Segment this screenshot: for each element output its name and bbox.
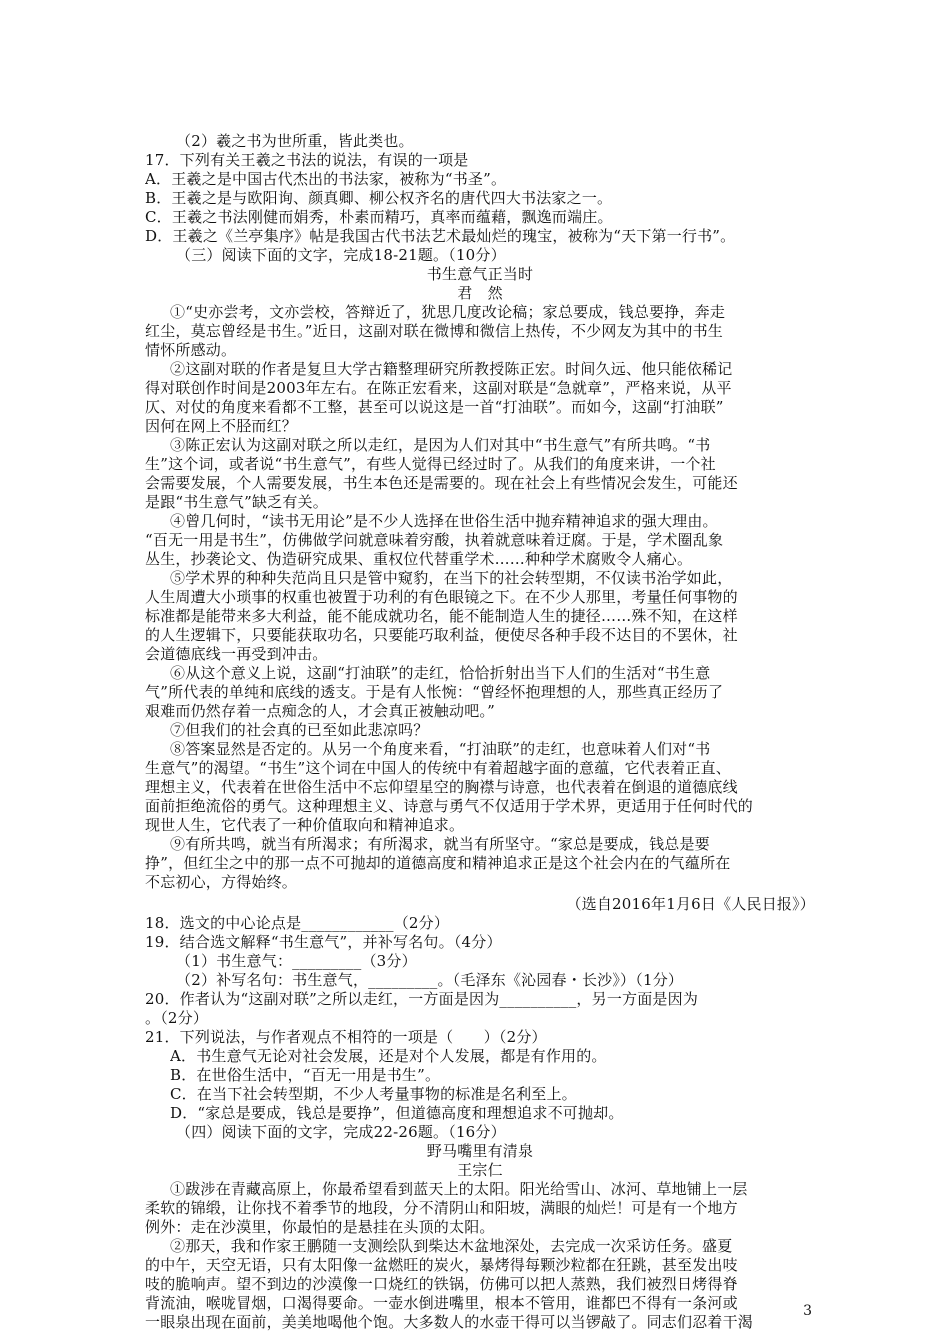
text-line: 因何在网上不胫而红？ [145, 417, 298, 435]
text-line: 会需要发展，个人需要发展，书生本色还是需要的。现在社会上有些情况会发生，可能还 [145, 474, 738, 492]
text-line: 柔软的锦缎，让你找不着季节的地段，分不清阴山和阳坡，满眼的灿烂！可是有一个地方 [145, 1199, 738, 1217]
text-line: 会道德底线一再受到冲击。 [145, 645, 328, 663]
text-line: 吱的脆响声。望不到边的沙漠像一口烧红的铁锅，仿佛可以把人蒸熟，我们被烈日烤得脊 [145, 1275, 738, 1293]
text-line: 气”所代表的单纯和底线的透支。于是有人怅惋：“曾经怀抱理想的人，那些真正经历了 [145, 683, 724, 701]
text-line: 背流油，喉咙冒烟，口渴得要命。一壶水倒进嘴里，根本不管用，谁都巴不得有一条河或 [145, 1294, 738, 1312]
text-line: 艰难而仍然存着一点痴念的人，才会真正被触动吧。” [145, 702, 495, 720]
text-line: 仄、对仗的角度来看都不工整，甚至可以说这是一首“打油联”。而如今，这副“打油联” [145, 398, 724, 416]
page-number: 3 [803, 1303, 812, 1319]
text-line: A．书生意气无论对社会发展，还是对个人发展，都是有作用的。 [170, 1047, 607, 1065]
text-line: （2）补写名句：书生意气，_________。（毛泽东《沁园春・长沙》）（1分） [176, 971, 684, 989]
text-line: ⑧答案显然是否定的。从另一个角度来看，“打油联”的走红，也意味着人们对“书 [170, 740, 711, 758]
text-line: D．王羲之《兰亭集序》帖是我国古代书法艺术最灿烂的瑰宝，被称为“天下第一行书”。 [145, 227, 736, 245]
text-line: A．王羲之是中国古代杰出的书法家，被称为“书圣”。 [145, 170, 507, 188]
text-line: 21．下列说法，与作者观点不相符的一项是（ ）（2分） [145, 1028, 547, 1046]
text-line: 王宗仁 [457, 1161, 503, 1179]
text-line: （四）阅读下面的文字，完成22-26题。（16分） [176, 1123, 506, 1141]
text-line: 红尘，莫忘曾经是书生。”近日，这副对联在微博和微信上热传，不少网友为其中的书生 [145, 322, 723, 340]
text-line: ⑤学术界的种种失范尚且只是管中窥豹，在当下的社会转型期，不仅读书治学如此， [170, 569, 733, 587]
text-line: （三）阅读下面的文字，完成18-21题。（10分） [176, 246, 506, 264]
text-line: ⑨有所共鸣，就当有所渴求；有所渴求，就当有所坚守。“家总是要成，钱总是要 [170, 835, 710, 853]
text-line: 得对联创作时间是2003年左右。在陈正宏看来，这副对联是“急就章”，严格来说，从平 [145, 379, 732, 397]
text-line: 的中午，天空无语，只有太阳像一盆燃旺的炭火，暴烤得每颗沙粒都在狂跳，甚至发出吱 [145, 1256, 738, 1274]
text-line: ④曾几何时，“读书无用论”是不少人选择在世俗生活中抛弃精神追求的强大理由。 [170, 512, 718, 530]
text-line: 标准都是能带来多大利益，能不能成就功名，能不能制造人生的捷径……殊不知，在这样 [145, 607, 738, 625]
text-line: ①跋涉在青藏高原上，你最希望看到蓝天上的太阳。阳光给雪山、冰河、草地铺上一层 [170, 1180, 748, 1198]
text-line: 生”这个词，或者说“书生意气”，有些人觉得已经过时了。从我们的角度来讲，一个社 [145, 455, 716, 473]
text-line: 野马嘴里有清泉 [426, 1142, 534, 1160]
text-line: 理想主义，代表着在世俗生活中不忘仰望星空的胸襟与诗意，也代表着在倒退的道德底线 [145, 778, 738, 796]
text-line: 生意气”的渴望。“书生”这个词在中国人的传统中有着超越字面的意蕴，它代表着正直、 [145, 759, 732, 777]
text-line: 情怀所感动。 [145, 341, 237, 359]
text-line: 20．作者认为“这副对联”之所以走红，一方面是因为__________，另一方面是因为 [145, 990, 699, 1008]
text-line: “百无一用是书生”，仿佛做学问就意味着穷酸，执着就意味着迂腐。于是，学术圈乱象 [145, 531, 724, 549]
text-line: ①“史亦尝考，文亦尝校，答辩近了，犹思几度改论稿；家总要成，钱总要挣，奔走 [170, 303, 726, 321]
text-line: 不忘初心，方得始终。 [145, 873, 298, 891]
text-line: ⑥从这个意义上说，这副“打油联”的走红，恰恰折射出当下人们的生活对“书生意 [170, 664, 711, 682]
text-line: ③陈正宏认为这副对联之所以走红，是因为人们对其中“书生意气”有所共鸣。“书 [170, 436, 711, 454]
text-line: 。（2分） [145, 1009, 209, 1027]
text-line: 丛生，抄袭论文、伪造研究成果、重权位代替重学术……种种学术腐败令人痛心。 [145, 550, 693, 568]
text-line: 的人生逻辑下，只要能获取功名，只要能巧取利益，便使尽各种手段不达目的不罢休，社 [145, 626, 738, 644]
text-line: B．在世俗生活中，“百无一用是书生”。 [170, 1066, 441, 1084]
text-line: C．王羲之书法刚健而娟秀，朴素而精巧，真率而蕴藉，飘逸而端庄。 [145, 208, 613, 226]
text-line: 人生周遭大小琐事的权重也被置于功利的有色眼镜之下。在不少人那里，考量任何事物的 [145, 588, 738, 606]
text-line: （1）书生意气：_________（3分） [176, 952, 417, 970]
text-line: 是跟“书生意气”缺乏有关。 [145, 493, 328, 511]
text-line: 17．下列有关王羲之书法的说法，有误的一项是 [145, 151, 469, 169]
text-line: B．王羲之是与欧阳询、颜真卿、柳公权齐名的唐代四大书法家之一。 [145, 189, 613, 207]
text-line: （2）羲之书为世所重，皆此类也。 [176, 132, 414, 150]
text-line: 一眼泉出现在面前，美美地喝他个饱。大多数人的水壶干得可以当锣敲了。同志们忍着干渴 [145, 1313, 754, 1331]
text-line: ⑦但我们的社会真的已至如此悲凉吗？ [170, 721, 429, 739]
text-line: ②那天，我和作家王鹏随一支测绘队到柴达木盆地深处，去完成一次采访任务。盛夏 [170, 1237, 733, 1255]
text-line: ②这副对联的作者是复旦大学古籍整理研究所教授陈正宏。时间久远、他只能依稀记 [170, 360, 733, 378]
text-line: D．“家总是要成，钱总是要挣”，但道德高度和理想追求不可抛却。 [170, 1104, 624, 1122]
text-line: C．在当下社会转型期，不少人考量事物的标准是名利至上。 [170, 1085, 577, 1103]
text-line: 面前拒绝流俗的勇气。这种理想主义、诗意与勇气不仅适用于学术界，更适用于任何时代的 [145, 797, 754, 815]
text-line: 书生意气正当时 [426, 265, 534, 283]
text-line: 18．选文的中心论点是____________（2分） [145, 914, 450, 932]
text-line: 现世人生，它代表了一种价值取向和精神追求。 [145, 816, 465, 834]
text-line: 挣”，但红尘之中的那一点不可抛却的道德高度和精神追求正是这个社会内在的气蕴所在 [145, 854, 731, 872]
text-line: 例外：走在沙漠里，你最怕的是悬挂在头顶的太阳。 [145, 1218, 495, 1236]
text-line: （选自2016年1月6日《人民日报》） [566, 895, 815, 913]
text-line: 19．结合选文解释“书生意气”，并补写名句。（4分） [145, 933, 502, 951]
text-line: 君 然 [457, 284, 503, 302]
